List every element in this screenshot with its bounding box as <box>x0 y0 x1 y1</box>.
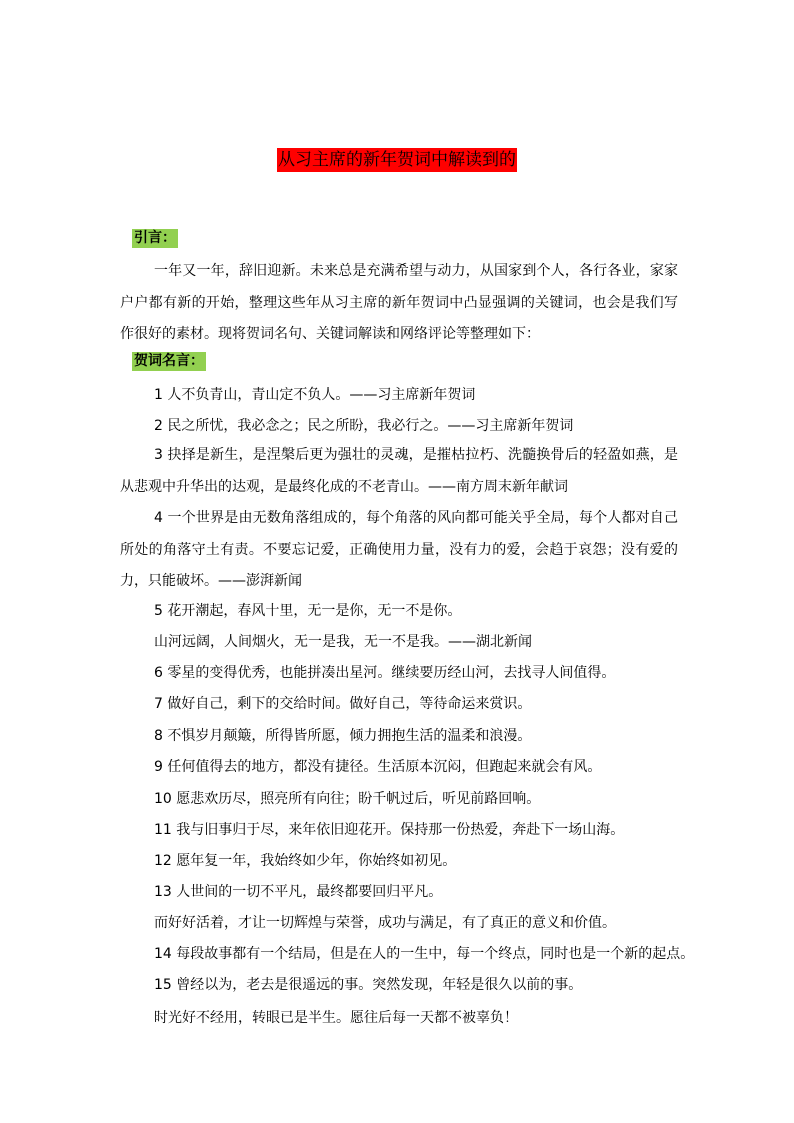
quote-line: 1 人不负青山，青山定不负人。——习主席新年贺词 <box>154 387 476 403</box>
quote-line: 9 任何值得去的地方，都没有捷径。生活原本沉闷，但跑起来就会有风。 <box>154 759 602 775</box>
quotes-heading: 贺词名言： <box>134 353 204 369</box>
quote-line: 5 花开潮起，春风十里，无一是你，无一不是你。 <box>154 603 462 619</box>
quote-line: 11 我与旧事归于尽，来年依旧迎花开。保持那一份热爱，奔赴下一场山海。 <box>154 822 625 838</box>
quote-line: 12 愿年复一年，我始终如少年，你始终如初见。 <box>154 853 457 869</box>
quote-line: 4 一个世界是由无数角落组成的，每个角落的风向都可能关乎全局，每个人都对自己所处的角落守土有责。不要忘记爱，正确使用力量，没有力的爱，会趋于哀怨；没有爱的力，只能破坏。——澎湃新闻 <box>120 510 678 589</box>
quote-line: 山河远阔，人间烟火，无一是我，无一不是我。——湖北新闻 <box>154 634 532 650</box>
quote-line: 2 民之所忧，我必念之；民之所盼，我必行之。——习主席新年贺词 <box>154 418 574 434</box>
quote-line: 13 人世间的一切不平凡，最终都要回归平凡。 <box>154 884 443 900</box>
quote-line: 时光好不经用，转眼已是半生。愿往后每一天都不被辜负！ <box>154 1010 518 1026</box>
quote-line: 6 零星的变得优秀，也能拼凑出星河。继续要历经山河，去找寻人间值得。 <box>154 665 616 681</box>
quote-line: 7 做好自己，剩下的交给时间。做好自己，等待命运来赏识。 <box>154 696 532 712</box>
quote-line: 而好好活着，才让一切辉煌与荣誉，成功与满足，有了真正的意义和价值。 <box>154 915 616 931</box>
quote-line: 15 曾经以为，老去是很遥远的事。突然发现，年轻是很久以前的事。 <box>154 977 583 993</box>
intro-paragraph: 一年又一年，辞旧迎新。未来总是充满希望与动力，从国家到个人，各行各业，家家户户都有新的开始，整理这些年从习主席的新年贺词中凸显强调的关键词，也会是我们写作很好的素材。现将贺词名句、关键词解读和网络评论等整理如下： <box>120 263 678 342</box>
page-title-wrapper <box>0 148 794 172</box>
quote-line: 10 愿悲欢历尽，照亮所有向往；盼千帆过后，听见前路回响。 <box>154 791 541 807</box>
quote-line: 3 抉择是新生，是涅槃后更为强壮的灵魂，是摧枯拉朽、洗髓换骨后的轻盈如燕，是从悲观中升华出的达观，是最终化成的不老青山。——南方周末新年献词 <box>120 447 678 495</box>
quote-line: 8 不惧岁月颠簸，所得皆所愿，倾力拥抱生活的温柔和浪漫。 <box>154 728 532 744</box>
page-title: 从习主席的新年贺词中解读到的 <box>278 150 516 170</box>
intro-heading: 引言： <box>134 230 176 246</box>
quote-line: 14 每段故事都有一个结局，但是在人的一生中，每一个终点，同时也是一个新的起点。 <box>154 946 695 962</box>
